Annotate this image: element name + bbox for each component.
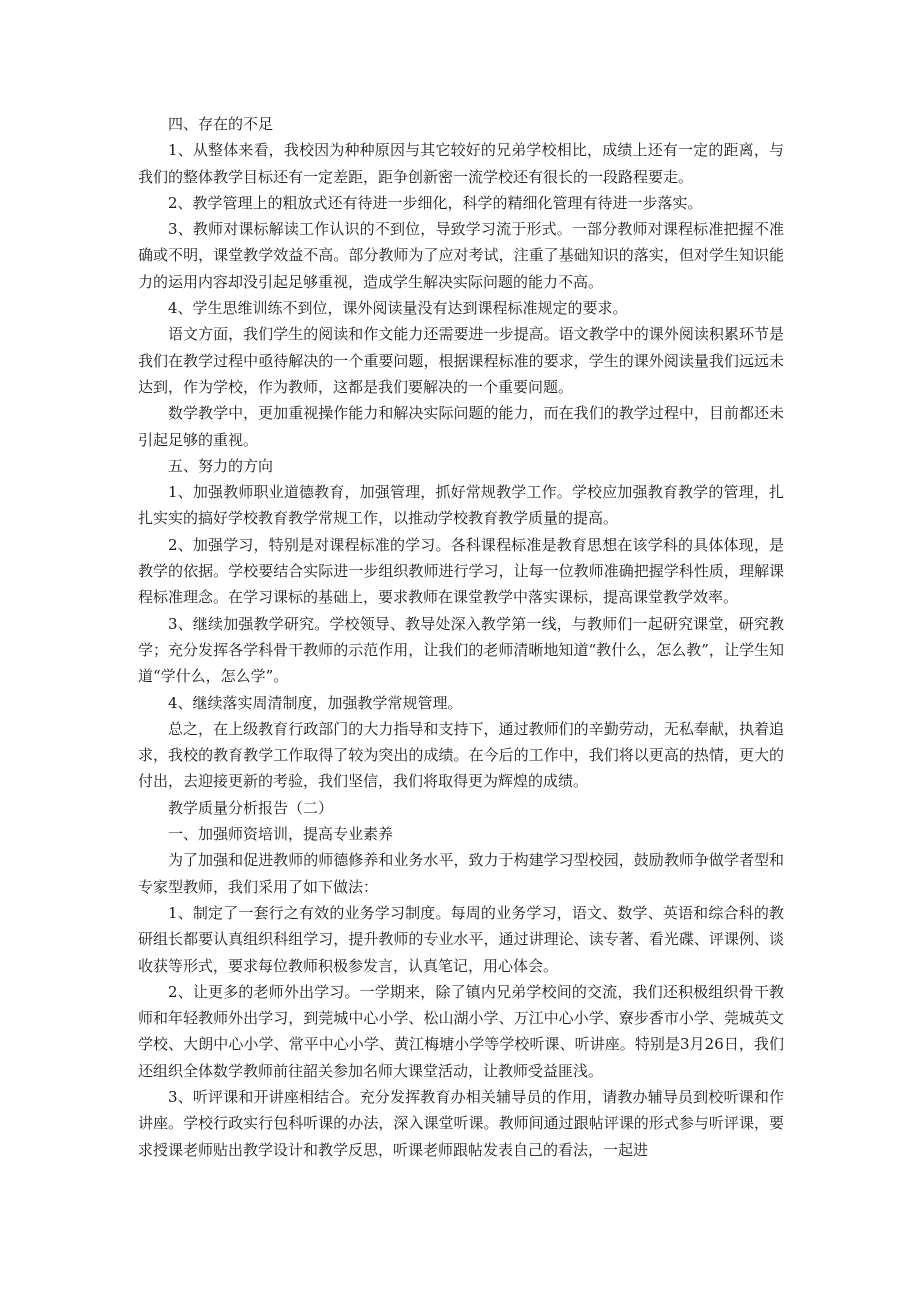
paragraph: 1、制定了一套行之有效的业务学习制度。每周的业务学习，语文、数学、英语和综合科的教研组长都要认真组织科组学习，提升教师的专业水平，通过讲理论、读专著、看光碟、评课例、谈收获等形式，要求每位教师积极参发言，认真笔记，用心体会。 <box>138 903 784 975</box>
paragraph: 3、教师对课标解读工作认识的不到位，导致学习流于形式。一部分教师对课程标准把握不准确或不明，课堂教学效益不高。部分教师为了应对考试，注重了基础知识的落实，但对学生知识能力的运用内容却没引起足够重视，造成学生解决实际问题的能力不高。 <box>138 220 784 291</box>
paragraph: 4、继续落实周清制度，加强教学常规管理。 <box>168 693 463 712</box>
paragraph: 2、教学管理上的粗放式还有待进一步细化，科学的精细化管理有待进一步落实。 <box>168 193 703 212</box>
document-page <box>138 111 784 1163</box>
paragraph: 4、学生思维训练不到位，课外阅读量没有达到课程标准规定的要求。 <box>168 299 628 318</box>
section-heading: 四、存在的不足 <box>168 115 274 133</box>
section-heading: 五、努力的方向 <box>168 456 274 475</box>
paragraph: 总之，在上级教育行政部门的大力指导和支持下，通过教师们的辛勤劳动，无私奉献，执着追求，我校的教育教学工作取得了较为突出的成绩。在今后的工作中，我们将以更高的热情，更大的付出，去迎接更新的考验，我们坚信，我们将取得更为辉煌的成绩。 <box>138 719 784 791</box>
paragraph: 3、听评课和开讲座相结合。充分发挥教育办相关辅导员的作用，请教办辅导员到校听课和作讲座。学校行政实行包科听课的办法，深入课堂听课。教师间通过跟帖评课的形式参与听评课，要求授课老师贴出教学设计和教学反思，听课老师跟帖发表自己的看法，一起进 <box>138 1087 784 1159</box>
paragraph: 2、让更多的老师外出学习。一学期来，除了镇内兄弟学校间的交流，我们还积极组织骨干教师和年轻教师外出学习，到莞城中心小学、松山湖小学、万江中心小学、寮步香市小学、莞城英文学校、大朗中心小学、常平中心小学、黄江梅塘小学等学校听课、听讲座。特别是3月26日，我们还组织全体数学教师前往韶关参加名师大课堂活动，让教师受益匪浅。 <box>138 982 784 1080</box>
paragraph: 1、从整体来看，我校因为种种原因与其它较好的兄弟学校相比，成绩上还有一定的距离，与我们的整体教学目标还有一定差距，距争创新密一流学校还有很长的一段路程要走。 <box>138 141 784 186</box>
paragraph: 为了加强和促进教师的师德修养和业务水平，致力于构建学习型校园，鼓励教师争做学者型和专家型教师，我们采用了如下做法： <box>138 851 784 896</box>
report-title: 教学质量分析报告（二） <box>168 798 334 817</box>
section-heading: 一、加强师资培训，提高专业素养 <box>168 825 394 844</box>
paragraph: 3、继续加强教学研究。学校领导、教导处深入教学第一线，与教师们一起研究课堂，研究教学；充分发挥各学科骨干教师的示范作用，让我们的老师清晰地知道“教什么，怎么教”，让学生知道“学什么，怎么学”。 <box>138 614 784 686</box>
paragraph: 2、加强学习，特别是对课程标准的学习。各科课程标准是教育思想在该学科的具体体现，是教学的依据。学校要结合实际进一步组织教师进行学习，让每一位教师准确把握学科性质，理解课程标准理念。在学习课标的基础上，要求教师在课堂教学中落实课标，提高课堂教学效率。 <box>138 535 784 607</box>
paragraph: 语文方面，我们学生的阅读和作文能力还需要进一步提高。语文教学中的课外阅读积累环节是我们在教学过程中亟待解决的一个重要问题，根据课程标准的要求，学生的课外阅读量我们远远未达到，作为学校，作为教师，这都是我们要解决的一个重要问题。 <box>138 325 784 396</box>
paragraph: 1、加强教师职业道德教育，加强管理，抓好常规教学工作。学校应加强教育教学的管理，扎扎实实的搞好学校教育教学常规工作，以推动学校教育教学质量的提高。 <box>138 483 784 528</box>
paragraph: 数学教学中，更加重视操作能力和解决实际问题的能力，而在我们的教学过程中，目前都还未引起足够的重视。 <box>138 404 784 449</box>
